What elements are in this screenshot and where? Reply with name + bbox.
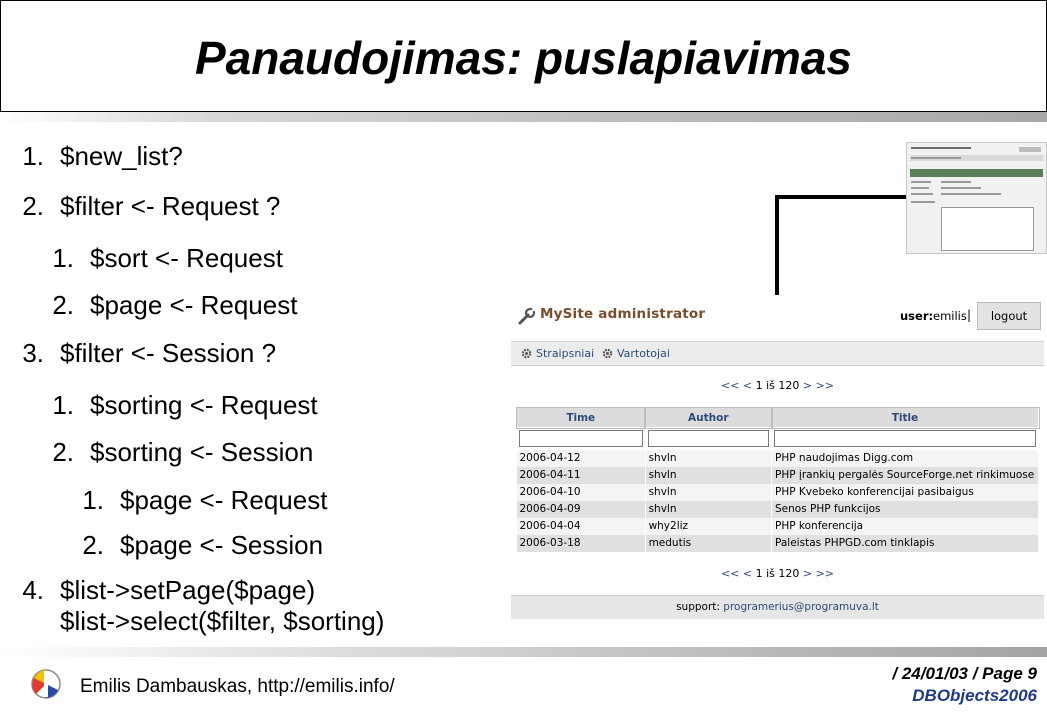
outline-text: $page <- Request	[90, 290, 298, 320]
cell-time: 2006-04-04	[517, 518, 646, 535]
cell-author: medutis	[645, 535, 771, 552]
pager-next[interactable]: >	[802, 379, 813, 392]
cell-title: Senos PHP funkcijos	[772, 501, 1039, 518]
cell-title: PHP naudojimas Digg.com	[772, 450, 1039, 467]
outline-text: $page <- Request	[120, 485, 328, 515]
page-info: / 24/01/03 / Page 9	[892, 664, 1037, 683]
pager-status: 1 iš 120	[755, 567, 800, 580]
column-header-title[interactable]: Title	[772, 408, 1039, 428]
table-header-row	[517, 408, 1039, 428]
outline-number: 1.	[82, 485, 104, 515]
pager-prev[interactable]: <	[742, 379, 753, 392]
connector-line	[775, 195, 779, 295]
nav-item-straipsniai[interactable]	[521, 347, 594, 360]
nav-item-vartotojai[interactable]	[602, 347, 670, 360]
filter-author-input[interactable]	[648, 430, 769, 447]
articles-table	[516, 407, 1039, 552]
site-brand: MySite administrator	[540, 306, 706, 322]
outline-text: $sorting <- Session	[90, 437, 314, 467]
cell-title: PHP įrankių pergalės SourceForge.net rinkimuose	[772, 467, 1039, 484]
support-label: support:	[676, 601, 720, 613]
outline-text: $sorting <- Request	[90, 390, 318, 420]
logout-button[interactable]: logout	[977, 302, 1041, 330]
support-email-link[interactable]: programerius@programuva.lt	[723, 601, 879, 613]
pager-status: 1 iš 120	[755, 379, 800, 392]
filter-time-input[interactable]	[519, 430, 643, 447]
cell-author: shvln	[645, 484, 771, 501]
outline-text: $filter <- Session ?	[60, 338, 277, 368]
pager-last[interactable]: >>	[815, 567, 835, 580]
pager-prev[interactable]: <	[742, 567, 753, 580]
outline-number: 2.	[82, 530, 104, 560]
cell-time: 2006-04-09	[517, 501, 646, 518]
cell-author: why2liz	[645, 518, 771, 535]
connector-line	[775, 195, 906, 199]
pager-first[interactable]: <<	[720, 379, 740, 392]
table-row[interactable]	[517, 501, 1039, 518]
outline-number: 1.	[52, 243, 74, 273]
pager-top	[511, 379, 1044, 392]
support-footer	[511, 595, 1044, 619]
cell-time: 2006-04-11	[517, 467, 646, 484]
cell-time: 2006-04-10	[517, 484, 646, 501]
pager-next[interactable]: >	[802, 567, 813, 580]
wrench-icon	[517, 306, 537, 326]
outline-number: 2.	[52, 437, 74, 467]
table-row[interactable]	[517, 484, 1039, 501]
outline-number: 2.	[52, 290, 74, 320]
outline-text: $page <- Session	[120, 530, 324, 560]
filter-title-input[interactable]	[774, 430, 1036, 447]
outline-text: $list->setPage($page)	[60, 575, 316, 605]
pager-last[interactable]: >>	[815, 379, 835, 392]
table-row[interactable]	[517, 535, 1039, 552]
table-row[interactable]	[517, 467, 1039, 484]
column-header-time[interactable]: Time	[517, 408, 646, 428]
slide-title: Panaudojimas: puslapiavimas	[194, 32, 852, 84]
nav-label: Vartotojai	[617, 347, 670, 360]
outline-number: 4.	[22, 575, 44, 605]
outline-number: 1.	[22, 141, 44, 171]
cell-title: PHP konferencija	[772, 518, 1039, 535]
cell-author: shvln	[645, 501, 771, 518]
outline-number: 1.	[52, 390, 74, 420]
admin-nav	[511, 341, 1044, 366]
outline-number: 2.	[22, 191, 44, 221]
gear-icon	[602, 348, 613, 359]
admin-screenshot	[511, 295, 1044, 625]
gear-icon	[521, 348, 532, 359]
filter-row	[517, 428, 1039, 450]
outline-number: 3.	[22, 338, 44, 368]
cell-title: Paleistas PHPGD.com tinklapis	[772, 535, 1039, 552]
cell-time: 2006-04-12	[517, 450, 646, 467]
footer-rule	[0, 647, 1047, 657]
user-label: user:	[900, 309, 934, 323]
outline-text: $filter <- Request ?	[60, 191, 281, 221]
title-shadow-rule	[0, 112, 1047, 122]
nav-label: Straipsniai	[536, 347, 595, 360]
outline-text: $sort <- Request	[90, 243, 283, 273]
pager-first[interactable]: <<	[720, 567, 740, 580]
cell-time: 2006-03-18	[517, 535, 646, 552]
table-row[interactable]	[517, 450, 1039, 467]
cell-author: shvln	[645, 450, 771, 467]
author-credit: Emilis Dambauskas, http://emilis.info/	[80, 676, 395, 697]
user-separator: |	[967, 308, 972, 322]
outline-text: $list->select($filter, $sorting)	[60, 606, 385, 636]
table-row[interactable]	[517, 518, 1039, 535]
user-name: emilis	[933, 309, 967, 323]
column-header-author[interactable]: Author	[645, 408, 771, 428]
edit-page-thumbnail	[906, 142, 1047, 254]
cell-title: PHP Kvebeko konferencijai pasibaigus	[772, 484, 1039, 501]
slide-title-box	[0, 0, 1047, 112]
outline-text: $new_list?	[60, 141, 183, 171]
cell-author: shvln	[645, 467, 771, 484]
conference-name: DBObjects2006	[912, 686, 1037, 705]
author-logo-icon	[30, 668, 62, 700]
pager-bottom	[511, 567, 1044, 580]
